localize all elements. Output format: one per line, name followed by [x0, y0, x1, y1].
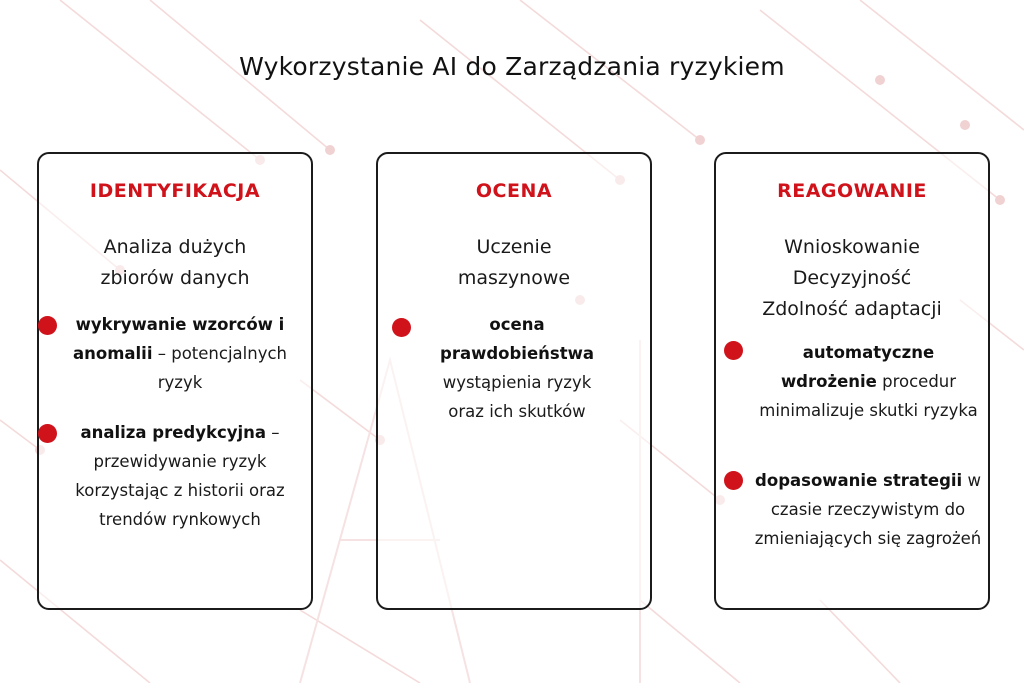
subtitle-line: Uczenie [476, 236, 552, 258]
card-heading: REAGOWANIE [777, 180, 927, 202]
subtitle-line: Wnioskowanie [784, 236, 920, 258]
bullet-dot-icon [724, 341, 743, 360]
card-subtitle [394, 232, 634, 294]
subtitle-line: maszynowe [457, 267, 571, 289]
bullet-bold-text: wykrywanie wzorców i anomalii [72, 315, 285, 363]
bullet-dot-icon [38, 316, 57, 335]
bullet-rest-text: w czasie rzeczywistym do zmieniających się zagrożeń [754, 471, 982, 548]
bullet-rest-text: – potencjalnych ryzyk [152, 344, 287, 392]
card-subtitle [732, 232, 972, 325]
card-subtitle [55, 232, 295, 294]
card-heading: OCENA [475, 180, 553, 202]
card-ocena [376, 152, 652, 610]
subtitle-line: Analiza dużych [103, 236, 247, 258]
bullet-text [426, 310, 608, 426]
subtitle-line: Decyzyjność [792, 267, 912, 289]
bullet-bold-text: analiza predykcyjna [80, 423, 267, 442]
card-heading: IDENTYFIKACJA [89, 180, 261, 202]
card-identyfikacja [37, 152, 313, 610]
bullet-rest-text: – przewidywanie ryzyk korzystając z historii oraz trendów rynkowych [75, 423, 285, 529]
bullet-text [61, 418, 299, 534]
bullet-dot-icon [38, 424, 57, 443]
bullet-bold-text: dopasowanie strategii [755, 471, 963, 490]
card-reagowanie [714, 152, 990, 610]
bullet-text [61, 310, 299, 397]
subtitle-line: Zdolność adaptacji [762, 298, 942, 320]
bullet-bold-text: automatyczne wdrożenie [780, 343, 935, 391]
bullet-dot-icon [724, 471, 743, 490]
page-title: Wykorzystanie AI do Zarządzania ryzykiem [239, 52, 785, 81]
subtitle-line: zbiorów danych [100, 267, 250, 289]
bullet-text [752, 466, 984, 553]
bullet-rest-text: wystąpienia ryzyk oraz ich skutków [442, 373, 592, 421]
bullet-rest-text: procedur minimalizuje skutki ryzyka [759, 372, 978, 420]
bullet-text [756, 338, 981, 425]
bullet-bold-text: ocena prawdobieństwa [440, 315, 594, 363]
bullet-dot-icon [392, 318, 411, 337]
